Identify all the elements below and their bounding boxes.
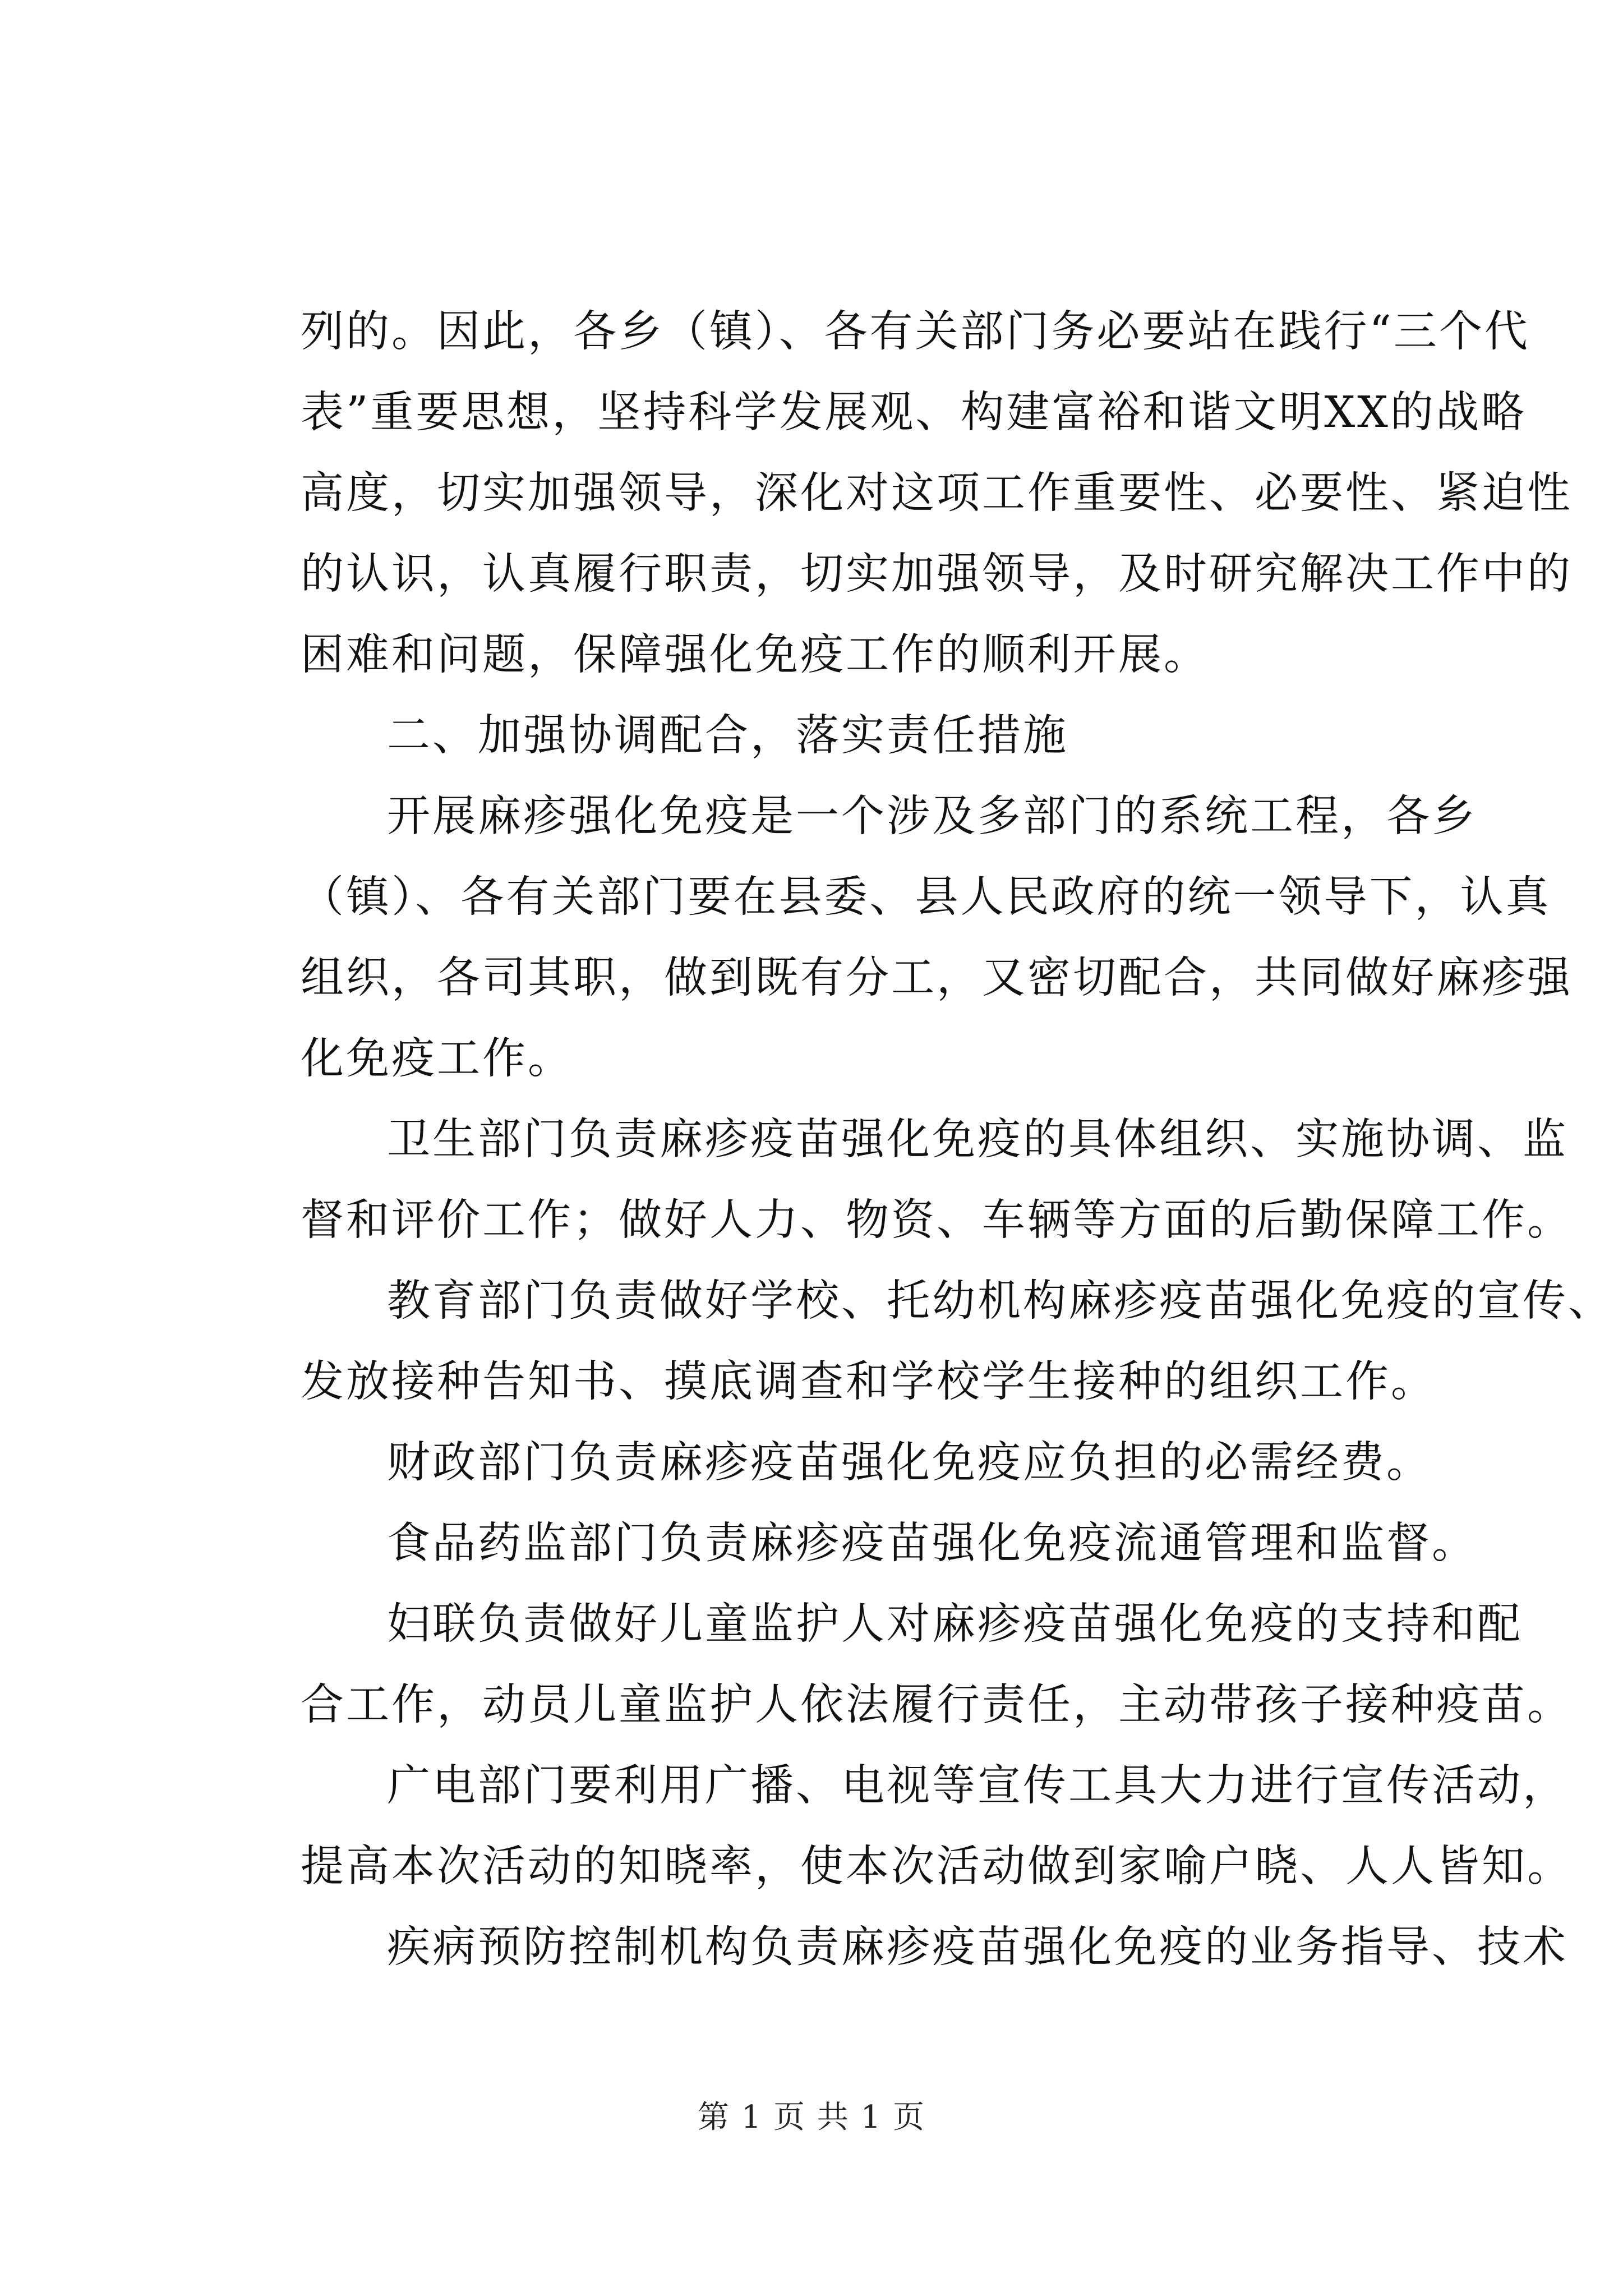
text-line: 的认识，认真履行职责，切实加强领导，及时研究解决工作中的 [301,549,1573,599]
text-line: 教育部门负责做好学校、托幼机构麻疹疫苗强化免疫的宣传、 [387,1276,1613,1326]
page-number-label: 第 1 页 共 1 页 [697,2099,926,2136]
text-line: 广电部门要利用广播、电视等宣传工具大力进行宣传活动， [387,1761,1568,1811]
text-line: 表”重要思想，坚持科学发展观、构建富裕和谐文明XX的战略 [301,388,1527,438]
text-line: 开展麻疹强化免疫是一个涉及多部门的系统工程，各乡 [387,792,1477,841]
text-line: 组织，各司其职，做到既有分工，又密切配合，共同做好麻疹强 [301,953,1573,1003]
text-line: 疾病预防控制机构负责麻疹疫苗强化免疫的业务指导、技术 [387,1922,1568,1972]
text-line: 困难和问题，保障强化免疫工作的顺利开展。 [301,630,1209,680]
text-line: 合工作，动员儿童监护人依法履行责任，主动带孩子接种疫苗。 [301,1680,1573,1730]
text-line: 列的。因此，各乡（镇）、各有关部门务必要站在践行“三个代 [301,307,1530,357]
text-line: 提高本次活动的知晓率，使本次活动做到家喻户晓、人人皆知。 [301,1842,1573,1892]
text-line: 化免疫工作。 [301,1034,573,1084]
section-heading: 二、加强协调配合，落实责任措施 [387,711,1068,761]
text-line: 发放接种告知书、摸底调查和学校学生接种的组织工作。 [301,1357,1436,1407]
text-line: 卫生部门负责麻疹疫苗强化免疫的具体组织、实施协调、监 [387,1115,1568,1165]
text-line: 高度，切实加强领导，深化对这项工作重要性、必要性、紧迫性 [301,468,1573,518]
text-line: 妇联负责做好儿童监护人对麻疹疫苗强化免疫的支持和配 [387,1599,1523,1649]
text-line: 督和评价工作；做好人力、物资、车辆等方面的后勤保障工作。 [301,1195,1573,1245]
page-footer [0,2098,1623,2137]
text-line: 食品药监部门负责麻疹疫苗强化免疫流通管理和监督。 [387,1519,1477,1568]
text-line: （镇）、各有关部门要在县委、县人民政府的统一领导下，认真 [301,872,1551,922]
text-line: 财政部门负责麻疹疫苗强化免疫应负担的必需经费。 [387,1438,1432,1488]
document-body [301,292,1613,1988]
